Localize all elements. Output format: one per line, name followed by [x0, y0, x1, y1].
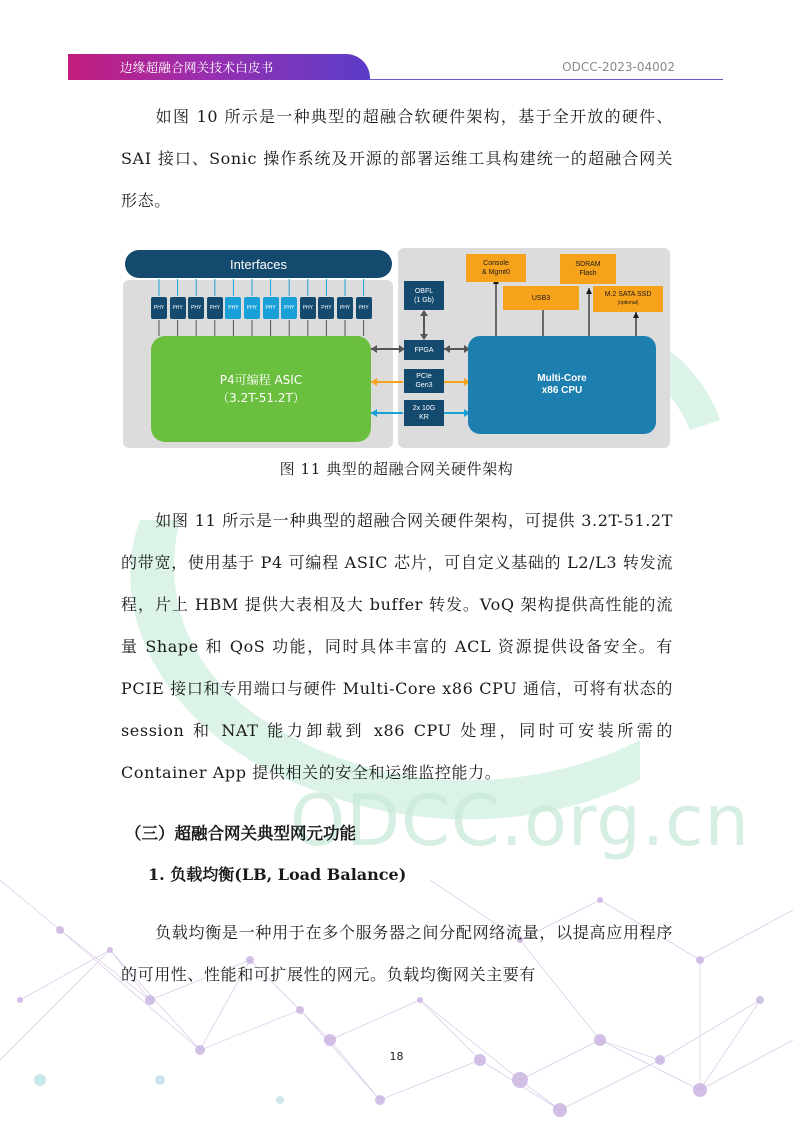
- section-heading: （三）超融合网关典型网元功能: [125, 824, 356, 843]
- flash-label: Flash: [579, 270, 597, 277]
- obfl-size: (1 Gb): [414, 296, 434, 304]
- paragraph-architecture: [121, 500, 673, 794]
- figure-caption: 图 11 典型的超融合网关硬件架构: [279, 460, 514, 478]
- ssd-optional: (optional): [617, 300, 639, 306]
- interfaces-bar: Interfaces: [125, 250, 392, 278]
- x86-cpu-block: [468, 336, 656, 434]
- paragraph-intro-text: 如图 10 所示是一种典型的超融合软硬件架构，基于全开放的硬件、SAI 接口、Sonic 操作系统及开源的部署运维工具构建统一的超融合网关形态。: [121, 107, 673, 210]
- kr-block: [404, 400, 444, 426]
- ssd-label: M.2 SATA SSD: [604, 291, 652, 298]
- usb-block: [503, 286, 579, 310]
- hardware-architecture-figure: [123, 248, 670, 448]
- kr-label: 2x 10G: [412, 405, 436, 412]
- console-label: Console: [483, 260, 509, 267]
- document-title: 边缘超融合网关技术白皮书: [120, 60, 274, 75]
- fpga-label: FPGA: [414, 346, 434, 354]
- phy-chip: PHY: [300, 297, 316, 319]
- cpu-type: x86 CPU: [541, 385, 583, 396]
- p4-asic-block: [151, 336, 371, 442]
- paragraph-load-balance-text: 负载均衡是一种用于在多个服务器之间分配网络流量，以提高应用程序的可用性、性能和可扩展性的网元。负载均衡网关主要有: [121, 923, 673, 984]
- phy-chip: PHY: [170, 297, 186, 319]
- asic-bandwidth: （3.2T-51.2T）: [217, 391, 305, 405]
- obfl-block: [404, 281, 444, 310]
- phy-chip: PHY: [225, 297, 241, 319]
- phy-chip: PHY: [337, 297, 353, 319]
- mgmt-label: & Mgmt0: [481, 269, 510, 276]
- pcie-block: [404, 369, 444, 393]
- paragraph-intro: [121, 96, 673, 222]
- phy-chip: PHY: [188, 297, 204, 319]
- ssd-block: [593, 286, 663, 312]
- phy-chip: PHY: [207, 297, 223, 319]
- sdram-block: [560, 254, 616, 284]
- cpu-label: Multi-Core: [537, 373, 587, 384]
- page-number: 18: [389, 1050, 404, 1063]
- phy-chip: PHY: [281, 297, 297, 319]
- document-code: ODCC-2023-04002: [562, 60, 675, 74]
- phy-chip: PHY: [356, 297, 372, 319]
- paragraph-architecture-text: 如图 11 所示是一种典型的超融合网关硬件架构，可提供 3.2T-51.2T 的带宽，使用基于 P4 可编程 ASIC 芯片，可自定义基础的 L2/L3 转发流程，片上 HBM 提供大表相及大 buffer 转发。VoQ 架构提供高性能的流量 Shape 和 QoS 功能，同时具体丰富的 ACL 资源提供设备安全。有 PCIE 接口和专用端口与硬件 Multi-Core x86 CPU 通信，可将有状态的 session 和 NAT 能力卸载到 x86 CPU 处理，同时可安装所需的 Container App 提供相关的安全和运维监控能力。: [121, 511, 673, 782]
- paragraph-load-balance: [121, 912, 673, 996]
- pcie-gen: Gen3: [415, 382, 433, 389]
- obfl-label: OBFL: [414, 287, 434, 295]
- kr-suffix: KR: [419, 414, 429, 421]
- fpga-block: [404, 340, 444, 360]
- phy-chip: PHY: [151, 297, 167, 319]
- watermark-text: ODCC.org.cn: [290, 780, 750, 862]
- phy-chip: PHY: [244, 297, 260, 319]
- phy-chip: PHY: [318, 297, 334, 319]
- asic-label: P4可编程 ASIC: [219, 373, 303, 387]
- console-block: [466, 254, 526, 282]
- sdram-label: SDRAM: [575, 261, 601, 268]
- subsection-heading: 1. 负载均衡(LB, Load Balance): [148, 865, 407, 884]
- pcie-label: PCIe: [416, 373, 432, 380]
- phy-chip: PHY: [263, 297, 279, 319]
- usb-label: USB3: [531, 294, 551, 302]
- header-divider: [370, 79, 723, 80]
